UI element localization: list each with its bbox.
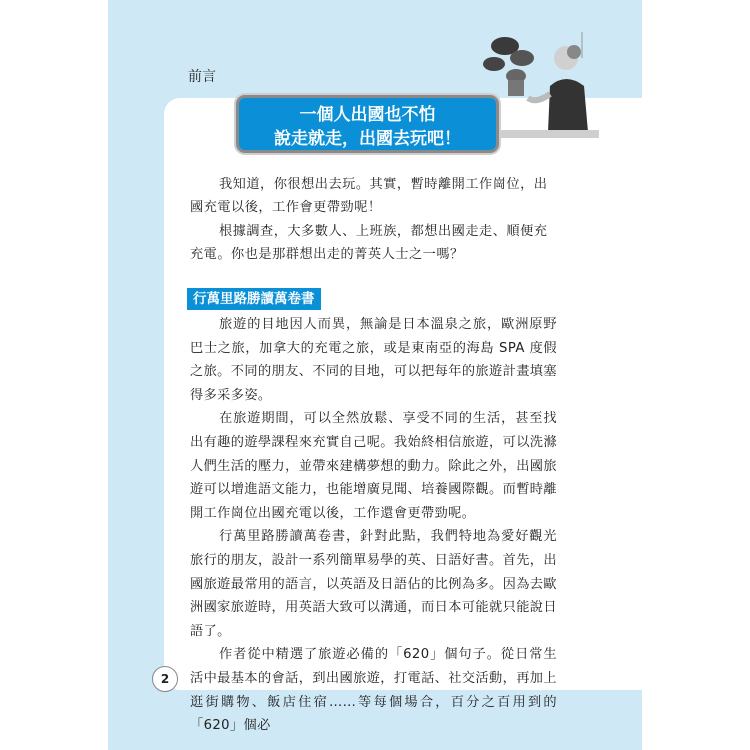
body-text: [190, 313, 557, 738]
body-paragraph: 旅遊的目地因人而異，無論是日本溫泉之旅，歐洲原野巴士之旅，加拿大的充電之旅，或是東南亞的海島 SPA 度假之旅。不同的朋友、不同的目地，可以把每年的旅遊計畫填塞得多采多姿。: [190, 317, 557, 403]
intro-paragraph: 我知道，你很想出去玩。其實，暫時離開工作崗位，出國充電以後，工作會更帶勁呢！: [190, 177, 548, 216]
banner-line-2: 說走就走，出國去玩吧！: [274, 129, 461, 149]
potted-plant-icon: [483, 37, 534, 96]
intro-text: [190, 173, 557, 267]
banner-line-1: 一個人出國也不怕: [299, 105, 436, 125]
body-paragraph: 行萬里路勝讀萬卷書，針對此點，我們特地為愛好觀光旅行的朋友，設計一系列簡單易學的英、日語好書。首先，出國旅遊最常用的語言，以英語及日語佔的比例為多。因為去歐洲國家旅遊時，用英語大致可以溝通，而日本可能就只能說日語了。: [190, 529, 557, 639]
page-number: 2: [152, 666, 178, 692]
woman-figure: [528, 45, 588, 132]
body-paragraph: 在旅遊期間，可以全然放鬆、享受不同的生活，甚至找出有趣的遊學課程來充實自己呢。我始終相信旅遊，可以洗滌人們生活的壓力，並帶來建構夢想的動力。除此之外，出國旅遊可以增進語文能力，也能增廣見聞、培養國際觀。而暫時離開工作崗位出國充電以後，工作還會更帶勁呢。: [190, 411, 557, 521]
section-heading: 行萬里路勝讀萬卷書: [187, 288, 321, 310]
body-paragraph: 作者從中精選了旅遊必備的「620」個句子。從日常生活中最基本的會話，到出國旅遊，打電話、社交活動，再加上逛街購物、飯店住宿……等每個場合，百分之百用到的「620」個必: [190, 647, 557, 734]
title-banner: [236, 95, 499, 153]
section-label: 前言: [188, 69, 216, 85]
intro-paragraph: 根據調查，大多數人、上班族，都想出國走走、順便充充電。你也是那群想出走的菁英人士之一嗎？: [190, 223, 548, 263]
